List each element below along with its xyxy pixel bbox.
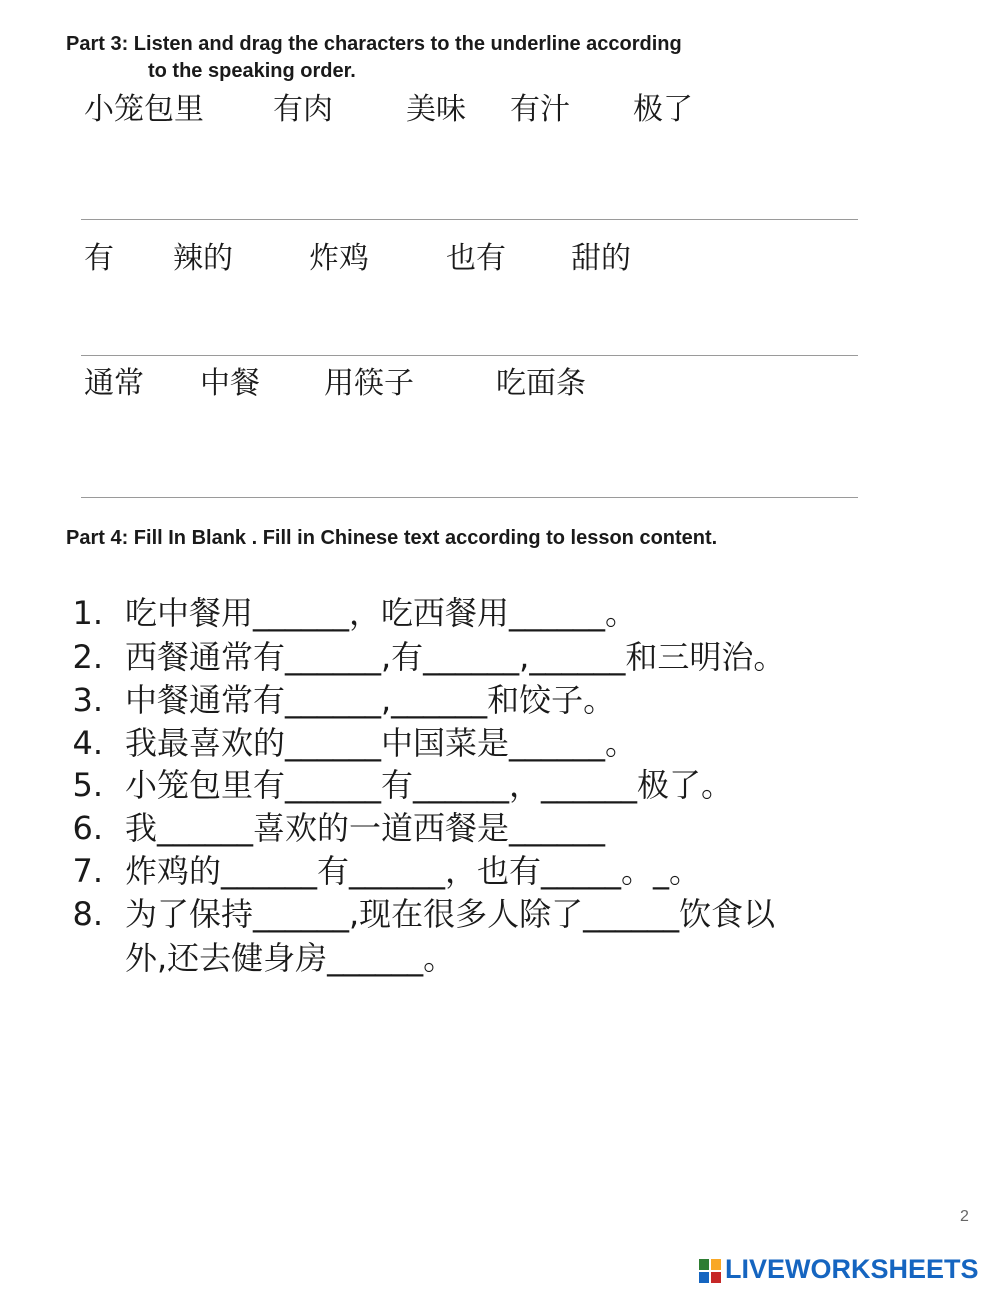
drag-word[interactable]: 通常 bbox=[84, 366, 144, 401]
drag-word[interactable]: 用筷子 bbox=[324, 366, 414, 401]
drag-word[interactable]: 有肉 bbox=[273, 92, 333, 127]
liveworksheets-logo-icon bbox=[699, 1259, 721, 1283]
drag-word[interactable]: 有汁 bbox=[510, 92, 570, 127]
sentence-with-blanks[interactable]: 为了保持______,现在很多人除了______饮食以 bbox=[125, 895, 776, 933]
part4-heading: Part 4: Fill In Blank . Fill in Chinese text according to lesson content. bbox=[66, 527, 718, 549]
drag-word[interactable]: 有 bbox=[84, 241, 114, 276]
item-number: 5. bbox=[72, 766, 103, 804]
word-row-3 bbox=[0, 362, 1000, 406]
fill-item-5 bbox=[0, 763, 1000, 807]
word-row-1 bbox=[0, 88, 1000, 132]
item-number: 8. bbox=[72, 895, 103, 933]
drag-word[interactable]: 甜的 bbox=[571, 241, 631, 276]
drag-word[interactable]: 辣的 bbox=[173, 241, 233, 276]
page-number: 2 bbox=[960, 1208, 969, 1225]
fill-item-6 bbox=[0, 806, 1000, 850]
drag-word[interactable]: 美味 bbox=[406, 92, 466, 127]
drag-word[interactable]: 中餐 bbox=[200, 366, 260, 401]
drag-word[interactable]: 也有 bbox=[446, 241, 506, 276]
item-number: 2. bbox=[72, 638, 103, 676]
drag-word[interactable]: 小笼包里 bbox=[84, 92, 204, 127]
sentence-with-blanks[interactable]: 我______喜欢的一道西餐是______ bbox=[125, 809, 606, 847]
item-number: 7. bbox=[72, 852, 103, 890]
sentence-continuation[interactable]: 外,还去健身房______。 bbox=[125, 939, 456, 977]
fill-item-8 bbox=[0, 892, 1000, 980]
fill-item-7 bbox=[0, 849, 1000, 893]
sentence-with-blanks[interactable]: 炸鸡的______有______，也有_____。_。 bbox=[125, 852, 702, 890]
sentence-with-blanks[interactable]: 我最喜欢的______中国菜是______。 bbox=[125, 724, 638, 762]
item-number: 3. bbox=[72, 681, 103, 719]
item-number: 6. bbox=[72, 809, 103, 847]
sentence-with-blanks[interactable]: 西餐通常有______,有______,______和三明治。 bbox=[125, 638, 786, 676]
sentence-with-blanks[interactable]: 吃中餐用______，吃西餐用______。 bbox=[125, 594, 638, 632]
fill-item-1 bbox=[0, 591, 1000, 635]
brand-name: LIVEWORKSHEETS bbox=[725, 1254, 979, 1284]
drag-word[interactable]: 吃面条 bbox=[496, 366, 586, 401]
drag-word[interactable]: 极了 bbox=[633, 92, 693, 127]
fill-item-2 bbox=[0, 635, 1000, 679]
part3-heading-line2: to the speaking order. bbox=[148, 60, 356, 82]
item-number: 1. bbox=[72, 594, 103, 632]
sentence-with-blanks[interactable]: 中餐通常有______,______和饺子。 bbox=[125, 681, 616, 719]
item-number: 4. bbox=[72, 724, 103, 762]
sentence-with-blanks[interactable]: 小笼包里有______有______，______极了。 bbox=[125, 766, 734, 804]
fill-item-3 bbox=[0, 678, 1000, 722]
drop-line-2[interactable] bbox=[81, 355, 858, 356]
fill-item-4 bbox=[0, 721, 1000, 765]
drop-line-1[interactable] bbox=[81, 219, 858, 220]
drop-line-3[interactable] bbox=[81, 497, 858, 498]
word-row-2 bbox=[0, 237, 1000, 281]
part3-heading bbox=[66, 31, 826, 85]
part3-heading-line1: Part 3: Listen and drag the characters to the underline according bbox=[66, 33, 682, 55]
drag-word[interactable]: 炸鸡 bbox=[309, 241, 369, 276]
